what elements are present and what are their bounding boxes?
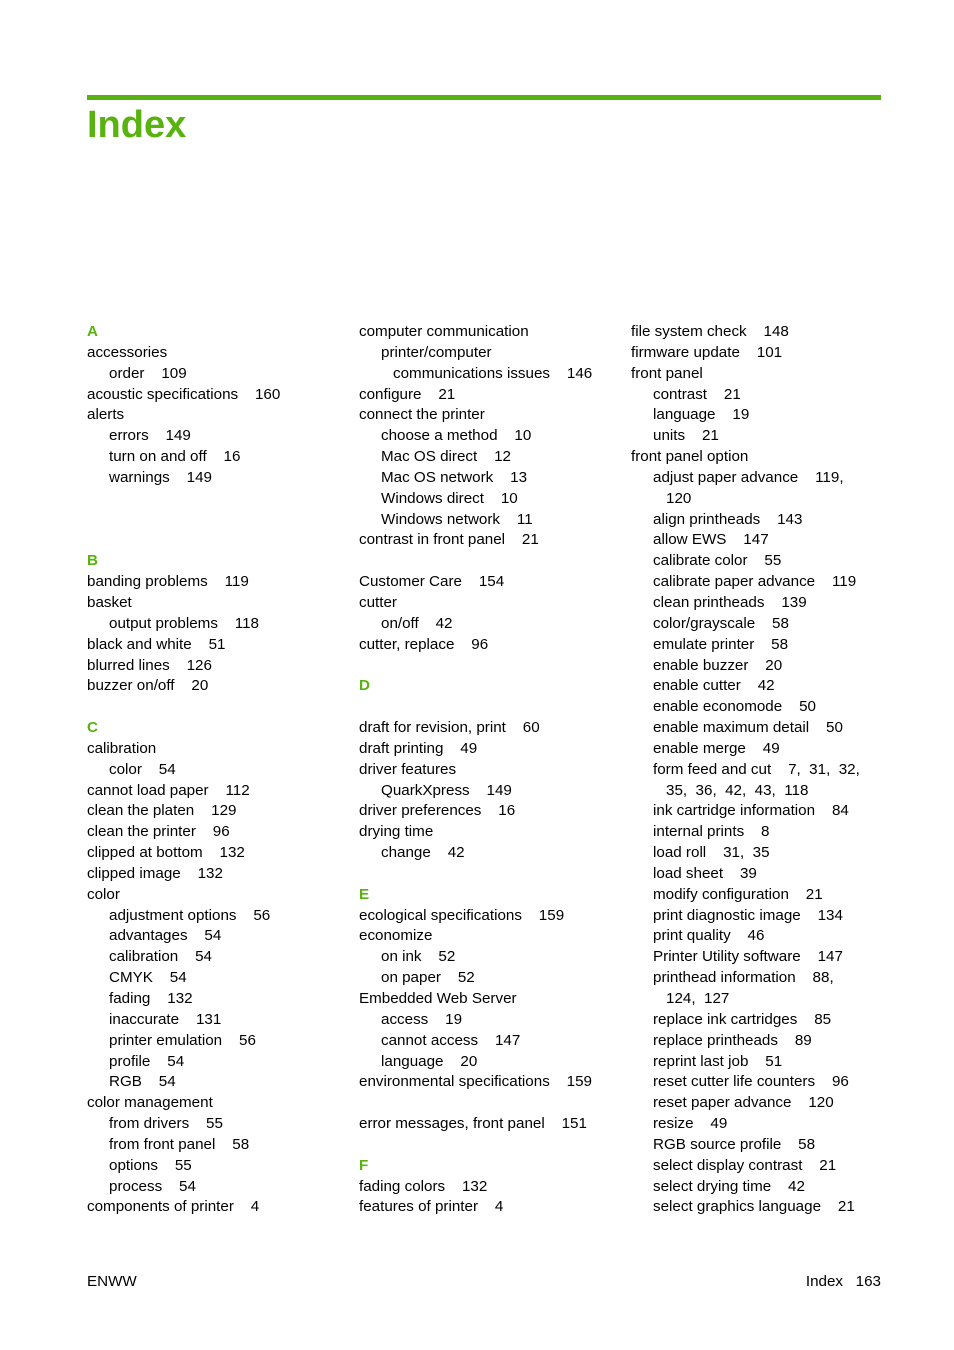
index-subentry: language 20 [381,1052,478,1070]
index-subentry: units 21 [653,427,719,445]
index-subentry: enable merge 49 [653,739,780,757]
index-subentry: on paper 52 [381,969,475,987]
index-subentry: fading 132 [109,990,193,1007]
index-subentry: language 19 [653,406,750,424]
page-title: Index [87,104,187,146]
index-entry: basket [87,593,132,611]
index-entry: blurred lines 126 [87,656,212,674]
index-section-letter: A [87,323,98,340]
index-subentry: reset cutter life counters 96 [653,1073,849,1091]
index-subentry: CMYK 54 [109,969,187,987]
index-spacer [359,1135,619,1156]
index-subentry: printhead information 88, [653,969,834,987]
index-entry: components of printer 4 [87,1198,260,1216]
index-subentry: printer/computer [381,343,492,361]
index-subentry: RGB source profile 58 [653,1135,816,1153]
index-entry: front panel option [631,448,749,466]
index-subentry: load sheet 39 [653,864,757,882]
index-entry-continuation: 124, 127 [666,990,730,1007]
index-spacer [359,656,619,677]
index-subentry: enable economode 50 [653,698,816,716]
index-subentry: on ink 52 [381,948,456,966]
index-entry-continuation: 35, 36, 42, 43, 118 [666,781,809,799]
footer-left: ENWW [87,1273,137,1290]
index-entry: Embedded Web Server [359,990,517,1007]
index-subentry: change 42 [381,844,465,862]
index-entry: contrast in front panel 21 [359,531,539,549]
index-spacer [359,1093,619,1114]
index-entry: black and white 51 [87,635,226,653]
index-entry: draft printing 49 [359,739,478,757]
index-subentry: RGB 54 [109,1073,176,1091]
index-entry: accessories [87,343,168,361]
index-entry: buzzer on/off 20 [87,677,209,695]
index-entry: ecological specifications 159 [359,906,565,924]
index-spacer [87,489,347,510]
index-subentry: choose a method 10 [381,427,532,445]
index-entry: clean the printer 96 [87,823,230,841]
index-subentry: clean printheads 139 [653,593,807,611]
index-subentry: reprint last job 51 [653,1052,783,1070]
index-subentry: profile 54 [109,1052,185,1070]
index-subentry: ink cartridge information 84 [653,802,849,820]
index-subentry: select drying time 42 [653,1177,805,1195]
index-entry: alerts [87,406,125,424]
title-rule [87,95,881,100]
index-subentry: calibrate color 55 [653,552,782,570]
index-subentry: output problems 118 [109,614,259,632]
index-subentry: Mac OS direct 12 [381,448,511,466]
index-entry: Customer Care 154 [359,573,505,591]
index-subentry: load roll 31, 35 [653,844,770,862]
index-entry: banding problems 119 [87,573,249,591]
index-entry: economize [359,927,433,945]
index-entry: computer communication [359,323,529,340]
index-spacer [359,551,619,572]
index-entry: clipped image 132 [87,864,223,882]
index-column-3 [631,322,881,1218]
index-entry: driver features [359,760,457,778]
index-subentry: access 19 [381,1010,463,1028]
index-subentry: Windows direct 10 [381,489,518,507]
index-spacer [87,510,347,531]
index-subentry: inaccurate 131 [109,1010,222,1028]
index-entry: color [87,885,120,903]
index-subentry: Windows network 11 [381,510,533,528]
index-subentry: Mac OS network 13 [381,468,528,486]
index-subentry: select display contrast 21 [653,1156,837,1174]
index-subentry: form feed and cut 7, 31, 32, [653,760,860,778]
index-subentry: internal prints 8 [653,823,770,841]
index-subentry: printer emulation 56 [109,1031,256,1049]
index-subentry: cannot access 147 [381,1031,521,1049]
index-entry: firmware update 101 [631,343,783,361]
index-entry: drying time [359,823,434,841]
index-entry: cannot load paper 112 [87,781,250,799]
index-subentry: color 54 [109,760,176,778]
index-spacer [359,864,619,885]
index-subentry: QuarkXpress 149 [381,781,512,799]
index-subentry: Printer Utility software 147 [653,948,843,966]
index-subentry: allow EWS 147 [653,531,769,549]
index-entry: driver preferences 16 [359,802,516,820]
index-subentry: enable buzzer 20 [653,656,783,674]
index-subentry: enable maximum detail 50 [653,719,843,737]
index-subentry: reset paper advance 120 [653,1094,834,1112]
footer-page-number: Index 163 [805,1273,881,1290]
index-subentry: process 54 [109,1177,196,1195]
index-section-letter: D [359,677,370,695]
index-section-letter: F [359,1156,369,1174]
index-entry: color management [87,1094,213,1112]
index-section-letter: B [87,552,98,570]
index-column-2 [359,322,619,1218]
index-subentry: emulate printer 58 [653,635,789,653]
index-subentry: turn on and off 16 [109,448,241,466]
index-subentry: on/off 42 [381,614,453,632]
index-subentry: adjustment options 56 [109,906,271,924]
index-entry: features of printer 4 [359,1198,504,1216]
index-entry: cutter, replace 96 [359,635,489,653]
index-subentry: calibrate paper advance 119 [653,573,857,591]
index-entry: connect the printer [359,406,485,424]
index-subentry: options 55 [109,1156,192,1174]
index-subentry: print quality 46 [653,927,765,945]
index-subentry: color/grayscale 58 [653,614,789,632]
index-entry: configure 21 [359,385,456,403]
index-subentry: align printheads 143 [653,510,803,528]
index-section-letter: E [359,885,370,903]
index-entry: environmental specifications 159 [359,1073,593,1091]
index-entry: acoustic specifications 160 [87,385,281,403]
index-subentry: errors 149 [109,427,191,445]
index-subentry: select graphics language 21 [653,1198,855,1216]
index-entry: cutter [359,593,397,611]
index-entry: clean the platen 129 [87,802,237,820]
index-entry: calibration [87,739,157,757]
index-subentry: order 109 [109,364,187,382]
index-subentry: modify configuration 21 [653,885,823,903]
index-spacer [359,697,619,718]
index-subentry: enable cutter 42 [653,677,775,695]
index-entry-continuation: 120 [666,489,692,507]
index-subentry: from front panel 58 [109,1135,250,1153]
index-entry: draft for revision, print 60 [359,719,540,737]
index-subentry: replace printheads 89 [653,1031,812,1049]
index-subentry: communications issues 146 [393,364,593,382]
index-subentry: contrast 21 [653,385,741,403]
index-entry: clipped at bottom 132 [87,844,245,862]
index-section-letter: C [87,719,98,737]
index-spacer [87,697,347,718]
index-entry: error messages, front panel 151 [359,1115,587,1133]
index-subentry: from drivers 55 [109,1115,223,1133]
index-subentry: advantages 54 [109,927,222,945]
index-subentry: print diagnostic image 134 [653,906,843,924]
index-spacer [87,530,347,551]
index-column-1 [87,322,347,1218]
index-entry: file system check 148 [631,323,789,340]
index-subentry: adjust paper advance 119, [653,468,844,486]
index-subentry: resize 49 [653,1115,728,1133]
index-subentry: calibration 54 [109,948,212,966]
index-subentry: warnings 149 [109,468,212,486]
index-subentry: replace ink cartridges 85 [653,1010,832,1028]
index-entry: front panel [631,364,703,382]
index-entry: fading colors 132 [359,1177,488,1195]
